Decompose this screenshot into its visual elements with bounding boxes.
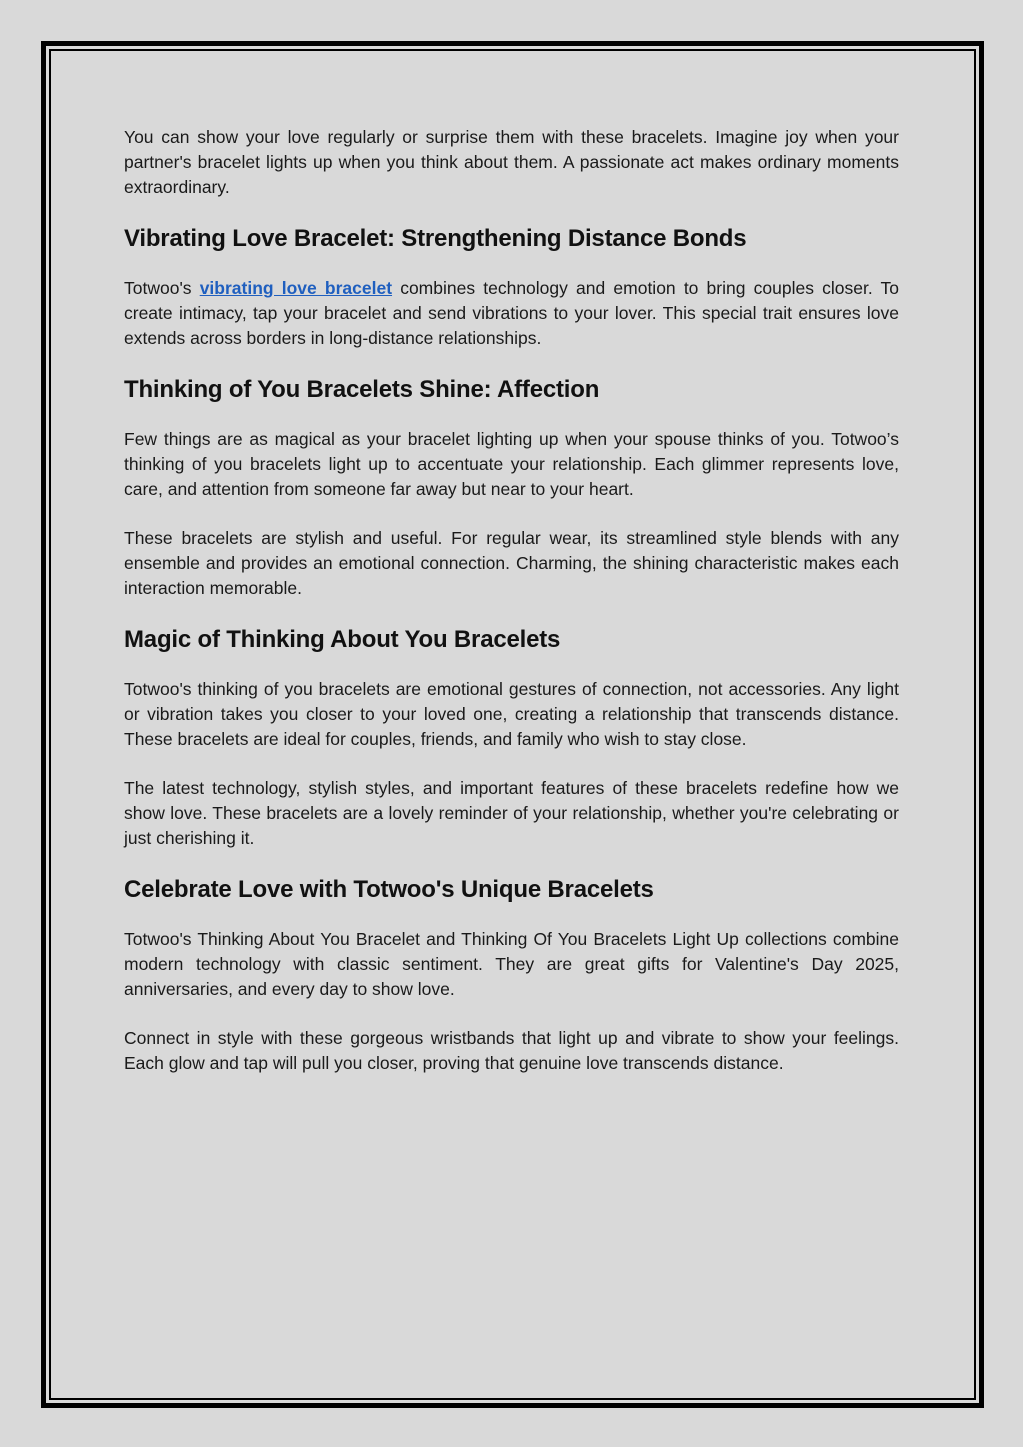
magic-paragraph-2: The latest technology, stylish styles, and important features of these bracelets redefine how we show love. These bracelets are a lovely reminder of your relationship, whether you're celebrating or just cherishing it. — [124, 778, 899, 848]
intro-paragraph: You can show your love regularly or surprise them with these bracelets. Imagine joy when your partner's bracelet lights up when you think about them. A passionate act makes ordinary moments extraordinary. — [124, 127, 899, 197]
celebrate-paragraph-2: Connect in style with these gorgeous wristbands that light up and vibrate to show your feelings. Each glow and tap will pull you closer, proving that genuine love transcends distance. — [124, 1028, 899, 1073]
vibrating-paragraph-rest: combines technology and emotion to bring couples closer. To create intimacy, tap your bracelet and send vibrations to your lover. This special trait ensures love extends across borders in long-distance relationships. — [124, 278, 899, 348]
heading-thinking-of-you-shine: Thinking of You Bracelets Shine: Affection — [124, 376, 600, 403]
vibrating-paragraph-lead: Totwoo's — [124, 278, 200, 298]
vibrating-love-bracelet-link[interactable]: vibrating love bracelet — [199, 278, 393, 298]
magic-paragraph-1: Totwoo's thinking of you bracelets are emotional gestures of connection, not accessories. Any light or vibration takes you closer to your loved one, creating a relationship that transcends distance. These bracelets are ideal for couples, friends, and family who wish to stay close. — [124, 679, 899, 749]
thinking-shine-paragraph-1: Few things are as magical as your bracelet lighting up when your spouse thinks of you. Totwoo’s thinking of you bracelets light up to accentuate your relationship. Each glimmer represents love, care, and attention from someone far away but near to your heart. — [124, 429, 899, 499]
celebrate-paragraph-1: Totwoo's Thinking About You Bracelet and Thinking Of You Bracelets Light Up collections combine modern technology with classic sentiment. They are great gifts for Valentine's Day 2025, anniversaries, and every day to show love. — [124, 929, 899, 999]
heading-magic-of-thinking: Magic of Thinking About You Bracelets — [124, 626, 561, 653]
document-content — [124, 125, 899, 1076]
heading-celebrate-love: Celebrate Love with Totwoo's Unique Bracelets — [124, 876, 654, 903]
heading-vibrating-love-bracelet: Vibrating Love Bracelet: Strengthening Distance Bonds — [124, 225, 747, 252]
vibrating-paragraph — [124, 276, 899, 351]
thinking-shine-paragraph-2: These bracelets are stylish and useful. For regular wear, its streamlined style blends with any ensemble and provides an emotional connection. Charming, the shining characteristic makes each interaction memorable. — [124, 528, 899, 598]
